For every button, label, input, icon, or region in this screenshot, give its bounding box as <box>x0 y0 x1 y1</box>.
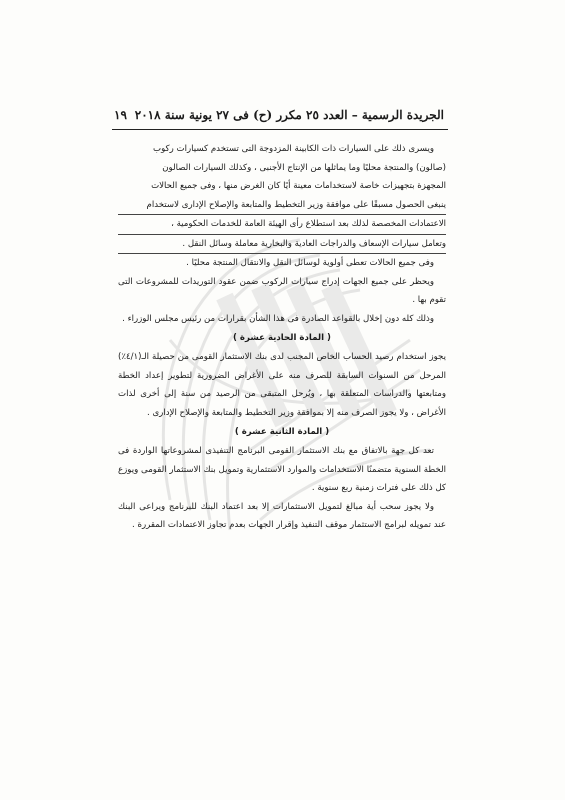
article-12-heading: ( المادة الثانية عشرة ) <box>234 427 330 437</box>
paragraph-line-2: (صالون) والمنتجة محليًا وما يماثلها من الإنتاج الأجنبى ، وكذلك السيارات الصالون <box>162 162 446 173</box>
paragraph-line-5: الاعتمادات المخصصة لذلك بعد استطلاع رأى الهيئة العامة للخدمات الحكومية ، <box>118 215 446 235</box>
page-header <box>114 108 444 122</box>
paragraph-priority: وفى جميع الحالات تعطى أولوية لوسائل النقل والانتقال المنتجة محليًا . <box>186 258 434 268</box>
article-12-text-2: ولا يجوز سحب أية مبالغ لتمويل الاستثمارات إلا بعد اعتماد البنك للبرنامج ويراعى البنك عند تمويله لبرامج الاستثمار موقف التنفيذ وإقرار الجهات بعدم تجاوز الاعتمادات المقررة . <box>118 501 446 530</box>
page-number: ١٩ <box>114 108 127 122</box>
article-12-text-1: تعد كل جهة بالاتفاق مع بنك الاستثمار القومى البرنامج التنفيذى لمشروعاتها الواردة فى الخطة السنوية متضمنًا الاستخدامات والموارد الاستثمارية وتمويل بنك الاستثمار القومى ويوزع كل ذلك على فترات زمنية ربع سنوية . <box>118 446 446 493</box>
header-title: الجريدة الرسمية – العدد ٢٥ مكرر (ح) فى ٢٧ يونية سنة ٢٠١٨ <box>134 108 444 122</box>
paragraph-line-6: وتعامل سيارات الإسعاف والدراجات العادية والبخارية معاملة وسائل النقل . <box>118 235 446 255</box>
paragraph-line-3: المجهزة بتجهيزات خاصة لاستخدامات معينة أيًا كان الغرض منها ، وفى جميع الحالات <box>151 181 446 191</box>
article-11-text: يجوز استخدام رصيد الحساب الخاص المجنب لدى بنك الاستثمار القومى من حصيلة الـ(٤/١٪) المرحل من السنوات السابقة للصرف منه على الأغراض الضرورية لتطوير إعداد الخطة ومتابعتها والدراسات المتعلقة بها ، ويُرحل المتبقى من الرصيد من سنة إلى أخرى لذات الأغراض ، ولا يجوز الصرف منه إلا بموافقة وزير التخطيط والمتابعة والإصلاح الإدارى . <box>118 352 446 418</box>
paragraph-prohibition: ويحظر على جميع الجهات إدراج سيارات الركوب ضمن عقود التوريدات للمشروعات التى تقوم بها . <box>118 276 446 305</box>
header-rule <box>112 129 448 130</box>
document-body <box>118 140 446 535</box>
article-11-heading: ( المادة الحادية عشرة ) <box>233 333 331 343</box>
paragraph-line-1: ويسرى ذلك على السيارات ذات الكابينة المزدوجة التى تستخدم كسيارات ركوب <box>153 144 434 154</box>
paragraph-cabinet-decisions: وذلك كله دون إخلال بالقواعد الصادرة فى هذا الشأن بقرارات من رئيس مجلس الوزراء . <box>122 313 434 324</box>
paragraph-line-4: ينبغى الحصول مسبقًا على موافقة وزير التخطيط والمتابعة والإصلاح الإدارى لاستخدام <box>118 196 446 216</box>
